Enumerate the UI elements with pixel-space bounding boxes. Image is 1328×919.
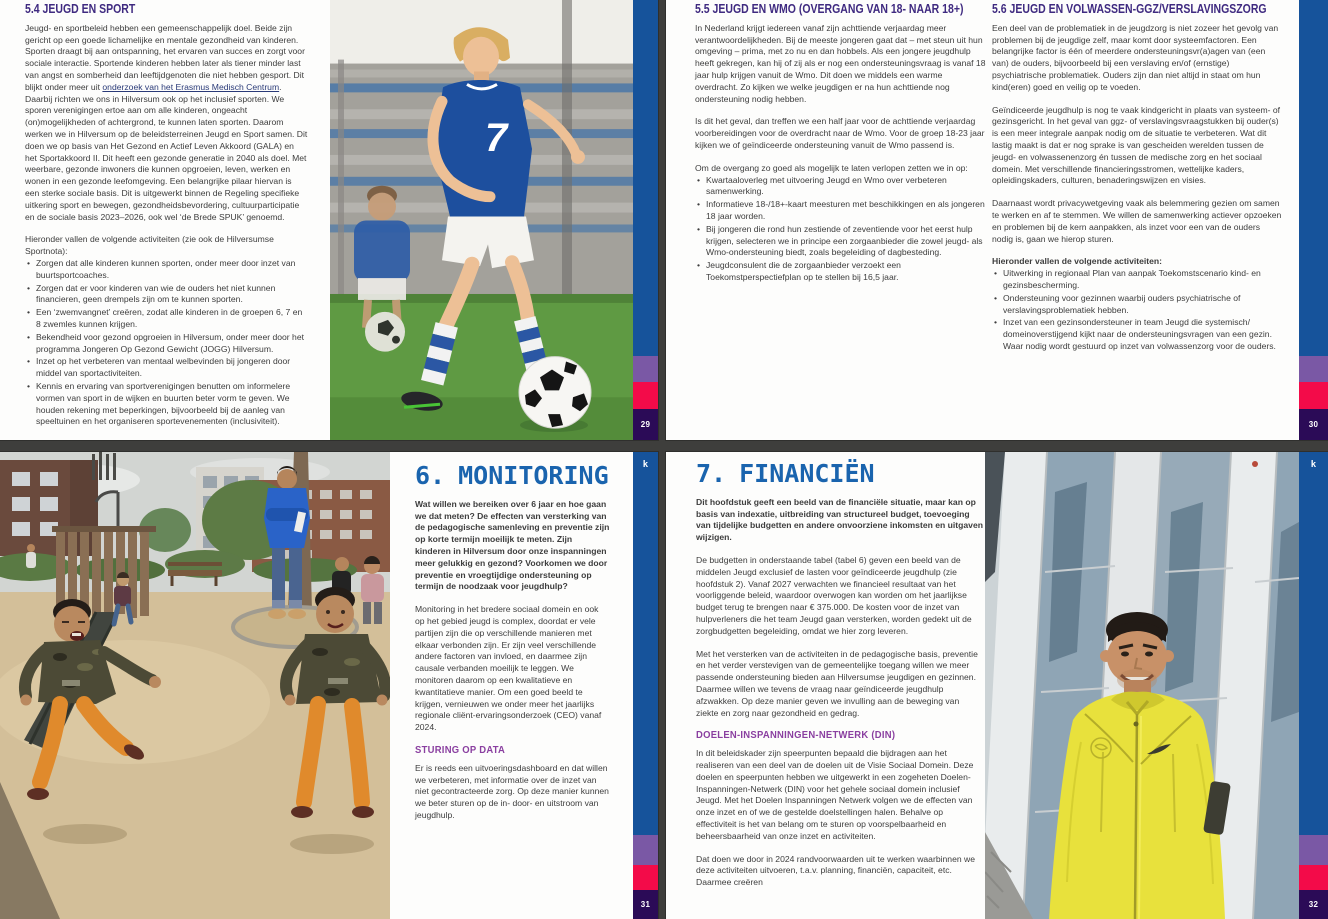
subheading: STURING OP DATA	[415, 743, 506, 756]
list-item: • Informatieve 18-/18+-kaart meesturen met beschikkingen en als jongeren 18 jaar worden.	[695, 199, 987, 223]
page-number-block	[1299, 890, 1328, 919]
paragraph: In dit beleidskader zijn speerpunten bepaald die bijdragen aan het realiseren van een deel van de doelen uit de Visie Sociaal Domein. Deze doelen en speerpunten hebben we uitgewerkt in een zogeheten Doelen-Inspanningen-Netwerk (DIN) voor het gehele sociaal domein inclusief Jeugd. Met het Doelen Inspanningen Netwerk volgen we de effecten van onze inzet en of we de gestelde doelstellingen halen. Behalve op effectiviteit is het van belang om te sturen op voorspelbaarheid en beheersbaarheid van onze inzet en activiteiten.	[696, 748, 974, 841]
list-item: • Kennis en ervaring van sportverenigingen benutten om informelere vormen van sport in de wijken en buurten beter vorm te geven. We houden rekening met beperkingen, bijvoorbeeld bij de aanleg van speeltuinen en het organiseren sportevenementen (inclusiviteit).	[25, 381, 308, 428]
playground-photo-illustration	[0, 452, 390, 919]
list-item: • Inzet van een gezinsondersteuner in team Jeugd die systemisch/ domeinoverstijgend kijkt naar de ondersteuningsvragen van een gezin. Waar nodig wordt gestuurd op inzet van volwassenzorg voor de ouders.	[992, 317, 1282, 352]
sidebar-red-block	[1299, 382, 1328, 409]
list-intro: Om de overgang zo goed als mogelijk te laten verlopen zetten we in op:	[695, 162, 968, 173]
sidebar-red-block	[633, 382, 658, 409]
transition-measures-list	[695, 175, 987, 284]
list-item: • Kwartaaloverleg met uitvoering Jeugd en Wmo over verbeteren samenwerking.	[695, 175, 987, 199]
sidebar-blue-block	[1299, 0, 1328, 356]
page-30-right-column	[992, 4, 1282, 364]
page-number-block	[1299, 409, 1328, 440]
sidebar-purple-block	[1299, 835, 1328, 865]
list-item: • Ondersteuning voor gezinnen waarbij ouders psychiatrische of verslavingsproblematiek hebben.	[992, 293, 1282, 317]
activities-list	[25, 258, 308, 428]
photo-children-playground	[0, 452, 390, 919]
page-number-block	[633, 890, 658, 919]
sidebar-purple-block	[633, 356, 658, 382]
chapter-name: FINANCIËN	[739, 459, 875, 488]
page-29	[0, 0, 658, 440]
page-29-sidebar	[633, 0, 658, 440]
paragraph: Met het versterken van de activiteiten in de pedagogische basis, preventie en het verder verstevigen van de gemeentelijke toegang willen we meer passende ondersteuning bieden aan Hilversumse jeugdigen en gezinnen. Daarmee willen we tevens de vraag naar geïndiceerde jeugdhulp afzwakken. Op deze manier geven we invulling aan de beweging van ziekte en zorg naar gezondheid en gedrag.	[696, 648, 978, 718]
paragraph: Is dit het geval, dan treffen we een half jaar voor de achttiende verjaardag voorbereidingen voor de overdracht naar de Wmo. Voor de groep 18-23 jaar kijken we of geïndiceerde ondersteuning vanuit de Wmo passend is.	[695, 116, 985, 150]
soccer-ball	[519, 357, 591, 432]
list-intro: Hieronder vallen de volgende activiteiten (zie ook de Hilversumse Sportnota):	[25, 234, 274, 257]
chapter-title	[415, 461, 610, 490]
photo-man-yellow-hoodie	[985, 452, 1299, 919]
list-item: • Jeugdconsulent die de zorgaanbieder verzoekt een Toekomstperspectiefplan op te stellen bij 16,5 jaar.	[695, 260, 987, 284]
sidebar-purple-block	[1299, 356, 1328, 382]
paragraph: Een deel van de problematiek in de jeugdzorg is niet zozeer het gevolg van problemen bij de jeugdige zelf, maar komt door systeemfactoren. Een belangrijke factor is één of meerdere ondersteuningsvr(a)agen van (een van) de ouders, bijvoorbeeld bij een verslaving en/of (ernstige) psychiatrische problematiek. Ouders zijn dan niet altijd in staat om hun kind(eren) goed en veilig op te voeden.	[992, 22, 1279, 92]
page-number: 30	[1308, 420, 1319, 429]
page-29-text-column	[25, 4, 308, 439]
list-item: • Bij jongeren die rond hun zestiende of zeventiende voor het eerst hulp krijgen, selecteren we in principe een zorgaanbieder die zowel jeugd- als Wmo-ondersteuning biedt, zoals begeleiding of dagbesteding.	[695, 224, 987, 259]
jersey-number: 7	[485, 116, 508, 160]
paragraph: In Nederland krijgt iedereen vanaf zijn achttiende verjaardag meer verantwoordelijkheden. Bij de meeste jongeren gaat dat – met steun uit hun omgeving – prima, met zo nu en dan hobbels. Als een jongere jeugdhulp heeft gekregen, kan hij of zij als er nog een ondersteuningsvraag is vanaf 18 jaar hulp krijgen vanuit de Wmo. Dit doen we middels een warme overdracht. Zo kijken we welke jeugdigen er na hun achttiende nog ondersteuning nodig hebben.	[695, 22, 986, 104]
sidebar-red-block	[633, 865, 658, 890]
section-title: 5.5 JEUGD EN WMO (OVERGANG VAN 18- NAAR 18+)	[695, 2, 964, 16]
chapter-title	[696, 459, 984, 488]
page-number-block	[633, 409, 658, 440]
list-item: • Zorgen dat er voor kinderen van wie de ouders het niet kunnen financieren, geen drempels zijn om te kunnen sporten.	[25, 283, 308, 307]
sidebar-blue-block	[633, 0, 658, 356]
page-30-left-column	[695, 4, 987, 295]
chapter-name: MONITORING	[458, 461, 609, 490]
list-item: • Zorgen dat alle kinderen kunnen sporten, onder meer door inzet van buurtsportcoaches.	[25, 258, 308, 282]
k-logo: k	[642, 460, 649, 470]
page-30	[666, 0, 1328, 440]
photo-boy-playing-soccer	[330, 0, 633, 440]
page-32	[666, 452, 1328, 919]
subheading: DOELEN-INSPANNINGEN-NETWERK (DIN)	[696, 729, 896, 742]
page-32-sidebar	[1299, 452, 1328, 919]
sidebar-blue-block	[633, 452, 658, 835]
section-title: 5.4 JEUGD EN SPORT	[25, 2, 136, 16]
man-photo-illustration	[985, 452, 1299, 919]
list-item: • Uitwerking in regionaal Plan van aanpak Toekomstscenario kind- en gezinsbescherming.	[992, 268, 1282, 292]
list-item: • Bekendheid voor gezond opgroeien in Hilversum, onder meer door het programma Jongeren Op Gezond Gewicht (JOGG) Hilversum.	[25, 332, 308, 356]
paragraph: Geïndiceerde jeugdhulp is nog te vaak kindgericht in plaats van systeem- of gezinsgericht. In het geval van ggz- of verslavingsvraagstukken bij ouder(s) is een meer integrale aanpak nodig om de situatie te verbeteren. Wat dit lastig maakt is dat er nog sprake is van gescheiden werelden tussen de jeugd- en volwassenenzorg én tussen de medische zorg en het sociaal domein. Met verschillende financieringsstromen, wettelijke kaders, opleidingskaders, culturen, benaderingswijzen en visies.	[992, 104, 1281, 186]
paragraph: De budgetten in onderstaande tabel (tabel 6) geven een beeld van de middelen Jeugd exclusief de lasten voor geïndiceerde jeugdhulp (zie hoofdstuk 2). Vanaf 2027 verwachten we financieel resultaat van het voorliggende beleid, waardoor overwogen kan worden om het jaarlijkse budget terug te brengen naar € 375.000. De kosten voor de inzet van hulpverleners die het team Jeugd gaan versterken, worden gedekt uit de zorgbudgetten begeleiding, omdat we hier zorg leveren.	[696, 554, 972, 636]
page-30-sidebar	[1299, 0, 1328, 440]
sidebar-red-block	[1299, 865, 1328, 890]
page-31	[0, 452, 658, 919]
sidebar-blue-block	[1299, 452, 1328, 835]
k-logo: k	[1310, 460, 1317, 470]
list-item: • Inzet op het verbeteren van mentaal welbevinden bij jongeren door middel van sportactiviteiten.	[25, 356, 308, 380]
chapter-number: 7.	[696, 459, 727, 488]
list-intro: Hieronder vallen de volgende activiteiten:	[992, 256, 1163, 267]
list-item: • Een ‘zwemvangnet’ creëren, zodat alle kinderen in de groepen 6, 7 en 8 zwemles kunnen krijgen.	[25, 307, 308, 331]
paragraph: Daarnaast wordt privacywetgeving vaak als belemmering gezien om samen te werken en af te stemmen. We willen de samenwerking actiever opzoeken en problemen bij de kern aanpakken, als inzet voor een van de ouders nodig is, gaan we hierop sturen.	[992, 198, 1282, 244]
chapter-intro: Wat willen we bereiken over 6 jaar en hoe gaan we dat meten? De effecten van versterking van de pedagogische samenleving en preventie zijn op korte termijn moeilijk te meten. Zijn kinderen in Hilversum door onze inspanningen meer gelukkig en gezond? Voorkomen we door preventie en vroegtijdige ondersteuning op termijn de noodzaak voor jeugdhulp?	[415, 498, 610, 592]
section-title: 5.6 JEUGD EN VOLWASSEN-GGZ/VERSLAVINGSZORG	[992, 2, 1267, 16]
page-31-sidebar	[633, 452, 658, 919]
soccer-photo-illustration	[330, 0, 633, 440]
erasmus-research-link[interactable]: onderzoek van het Erasmus Medisch Centrum	[102, 81, 280, 92]
page-number: 29	[640, 420, 651, 429]
chapter-number: 6.	[415, 461, 446, 490]
page-31-text-column	[415, 461, 610, 833]
paragraph: Dat doen we door in 2024 randvoorwaarden uit te werken waarbinnen we deze activiteiten uitvoeren, t.a.v. planning, financiën, capaciteit, etc. Daarmee creëren	[696, 853, 975, 888]
chapter-intro: Dit hoofdstuk geeft een beeld van de financiële situatie, maar kan op basis van indexatie, uitbreiding van structureel budget, toevoeging van tijdelijke budgetten en andere onvoorziene inkomsten en uitgaven wijzigen.	[696, 496, 983, 543]
sidebar-purple-block	[633, 835, 658, 865]
paragraph: Monitoring in het bredere sociaal domein en ook op het gebied jeugd is complex, doordat er vele partijen zijn die op verschillende manieren met elkaar verbonden zijn. Er zijn veel verschillende andere factoren van invloed, en daarmee zijn causale verbanden moeilijk te leggen. We monitoren daarom op een kwalitatieve en kwantitatieve manier. Om een goed beeld te krijgen, vernieuwen we onder meer het jaarlijks regionale cliënt-ervaringsonderzoek (CEO) vanaf 2024.	[415, 604, 602, 733]
paragraph: Er is reeds een uitvoeringsdashboard en dat willen we verbeteren, met informatie over de inzet van niet gecontracteerde zorg. Op deze manier kunnen we beter sturen op de in- door- en uitstroom van jeugdhulp.	[415, 762, 609, 820]
page-number: 31	[640, 900, 651, 909]
page-32-text-column	[696, 459, 984, 900]
paragraph: Jeugd- en sportbeleid hebben een gemeenschappelijk doel. Beide zijn gericht op een goede lichamelijke en mentale gezondheid van kinderen. Sporten draagt bij aan ontspanning, het ervaren van succes en zorgt voor sociale interactie. Sportende kinderen hebben later als tiener minder last van angst en somberheid dan leeftijdgenoten die niet hebben gesport. Dit blijkt onder meer uit onderzoek van het Erasmus Medisch Centrum. Daarbij richten we ons in Hilversum ook op het inclusief sporten. We sporen verenigingen ertoe aan om alle kinderen, ongeacht (on)mogelijkheden of achtergrond, te kunnen laten sporten. Daarom werken we in Hilversum op de beleidsterreinen Jeugd en Sport samen. Dit doen we op basis van Het Gezond en Actief Leven Akkoord (GALA) en het Sportakkoord II. Dit heeft een gezonde generatie in 2040 als doel. Met weerbare, gezonde inwoners die kunnen opgroeien, leven, werken en wonen in een gezonde leefomgeving. Een belangrijke pilaar hiervan is een sterke sociale basis. Dit is uitgewerkt binnen de Regeling specifieke uitkering sport en bewegen, gezondheidsbevordering, cultuurparticipatie en de sociale basis 2023–2026, ook wel ‘de Brede SPUK’ genoemd.	[25, 22, 308, 222]
activities-list	[992, 268, 1282, 353]
page-number: 32	[1308, 900, 1319, 909]
